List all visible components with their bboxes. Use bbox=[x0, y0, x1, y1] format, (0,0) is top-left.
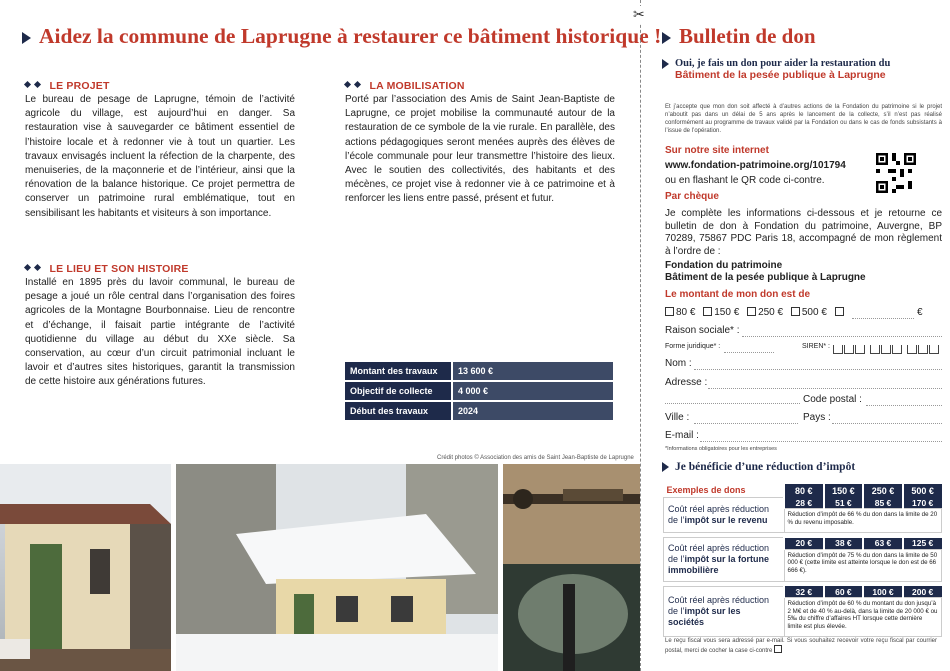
bulletin-title: Bulletin de don bbox=[662, 24, 816, 49]
photo-building-snow bbox=[176, 464, 498, 671]
tax-row-label: Coût réel après réduction de l’impôt sur la fortune immobilière bbox=[664, 538, 785, 582]
cheque-label: Par chèque bbox=[665, 191, 719, 202]
ville-field[interactable] bbox=[694, 423, 798, 424]
checkbox[interactable] bbox=[747, 307, 756, 316]
postal-receipt-checkbox[interactable] bbox=[774, 645, 782, 653]
tax-header-row: Exemples de dons 80 € 150 € 250 € 500 € bbox=[664, 484, 942, 497]
balance-photo-illustration bbox=[503, 464, 640, 671]
checkbox[interactable] bbox=[703, 307, 712, 316]
bulletin-subtitle: Oui, je fais un don pour aider la restauration du Bâtiment de la pesée publique à Laprugne bbox=[662, 58, 942, 81]
order-line-2: Bâtiment de la pesée publique à Laprugne bbox=[665, 272, 866, 283]
adresse-field[interactable] bbox=[708, 388, 942, 389]
mobilisation-text: Porté par l’association des Amis de Saint Jean-Baptiste de Laprugne, ce projet mobilise la communauté autour de la restauration de ce symbole de la vie rurale. En parallèle, des actions pédagogiques seront menées auprès des élèves de l’école communale pour leur transmettre l’histoire des lieux. Avec le soutien des collectivités, des habitants et des mécènes, ce projet vise à redonner vie à ce patrimoine et à renforcer les liens entre passé, présent et futur. bbox=[345, 94, 615, 205]
section-heading-lieu: LE LIEU ET SON HISTOIRE bbox=[25, 259, 189, 277]
montant-label: Le montant de mon don est de bbox=[665, 289, 811, 300]
forme-label: Forme juridique* : bbox=[665, 343, 721, 350]
section-heading-projet: LE PROJET bbox=[25, 76, 110, 94]
checkbox[interactable] bbox=[835, 307, 844, 316]
triangle-bullet-icon bbox=[662, 59, 669, 69]
amount-option-150[interactable]: 150 € bbox=[703, 307, 739, 318]
amount-option-80[interactable]: 80 € bbox=[665, 307, 695, 318]
pays-label: Pays : bbox=[803, 412, 831, 423]
raison-field[interactable] bbox=[742, 336, 942, 337]
ville-label: Ville : bbox=[665, 412, 690, 423]
tax-row-label: Coût réel après réduction de l’impôt sur les sociétés bbox=[664, 586, 785, 637]
code-label: Code postal : bbox=[803, 394, 862, 405]
snow-photo-illustration bbox=[176, 464, 498, 671]
lieu-text: Installé en 1895 près du lavoir communal, le bureau de pesage a joué un rôle central dans l’organisation des foires agricoles de la Montagne Bourbonnaise. Lieu de rencontre et d’échange, il faisait partie intégrante de l’activité quotidienne du village au début du XXe siècle. Sa conservation, au cœur d’un circuit patrimonial incluant le lavoir et d’autres sites historiques, garantit la transmission de cette histoire aux générations futures. bbox=[25, 277, 295, 388]
web-label: Sur notre site internet bbox=[665, 145, 769, 156]
qr-code-icon[interactable] bbox=[876, 153, 916, 193]
adresse-field-2[interactable] bbox=[665, 403, 800, 404]
section-heading-mobilisation: LA MOBILISATION bbox=[345, 76, 465, 94]
amount-option-250[interactable]: 250 € bbox=[747, 307, 783, 318]
code-field[interactable] bbox=[866, 405, 942, 406]
tax-row-desc: Réduction d’impôt de 60 % du montant du don jusqu’à 2 M€ et de 40 % au-delà, dans la limite de 20 000 € ou 5‰ du chiffre d’affaires HT lorsque cette dernière limite est plus élevée. bbox=[784, 598, 941, 637]
amount-option-other[interactable] bbox=[835, 307, 846, 318]
siren-label: SIREN* : bbox=[802, 343, 831, 350]
stats-row: Objectif de collecte 4 000 € bbox=[345, 381, 613, 401]
qr-instruction: ou en flashant le QR code ci-contre. bbox=[665, 175, 825, 186]
diamond-icon bbox=[344, 81, 351, 88]
order-line-1: Fondation du patrimoine bbox=[665, 260, 783, 271]
pays-field[interactable] bbox=[832, 423, 942, 424]
legal-notice: Et j’accepte que mon don soit affecté à d’autres actions de la Fondation du patrimoine si le projet n’aboutit pas dans un délai de 5 ans après le lancement de la collecte, s’il n’est pas réalisé conformément au programme de travaux validé par la Fondation ou dans le cas de fonds subsistants à l’issue de l’opération. bbox=[665, 104, 942, 134]
diamond-icon bbox=[34, 264, 41, 271]
siren-field[interactable] bbox=[832, 341, 939, 359]
footer-note: Le reçu fiscal vous sera adressé par e-mail. Si vous souhaitez recevoir votre reçu fiscal par courrier postal, merci de cocher la case ci-contre bbox=[665, 638, 937, 654]
diamond-icon bbox=[34, 81, 41, 88]
photo-building-front bbox=[0, 464, 171, 671]
reduction-title: Je bénéficie d’une réduction d’impôt bbox=[662, 461, 855, 473]
projet-text: Le bureau de pesage de Laprugne, témoin de l’activité agricole du village, est aujourd’hui en danger. Sa restauration vise à sauvegarder ce bâtiment essentiel de l’histoire locale et à redonner vie à tout un quartier. Les travaux envisagés incluent la réfection de la charpente, des menuiseries, de la maçonnerie et de l’intérieur, ainsi que la rénovation de la balance historique. Ce projet permettra de conserver un patrimoine rural emblématique, tout en sensibilisant les habitants et visiteurs à son importance. bbox=[25, 94, 295, 219]
cut-line bbox=[640, 0, 641, 671]
adresse-label: Adresse : bbox=[665, 377, 708, 388]
nom-field[interactable] bbox=[694, 369, 942, 370]
checkbox[interactable] bbox=[791, 307, 800, 316]
raison-label: Raison sociale* : bbox=[665, 325, 740, 336]
cheque-text: Je complète les informations ci-dessous et je retourne ce bulletin de don à Fondation du patrimoine, Auvergne, BP 70289, 75867 PDC Paris 18, accompagné de mon règlement à l’ordre de : bbox=[665, 208, 942, 257]
euro-sign: € bbox=[917, 307, 923, 318]
project-stats-table bbox=[345, 362, 613, 422]
donation-url[interactable]: www.fondation-patrimoine.org/101794 bbox=[665, 160, 846, 171]
diamond-icon bbox=[24, 81, 31, 88]
stats-row: Début des travaux 2024 bbox=[345, 401, 613, 421]
triangle-bullet-icon bbox=[662, 462, 669, 472]
diamond-icon bbox=[24, 264, 31, 271]
email-field[interactable] bbox=[700, 441, 942, 442]
tax-row-desc: Réduction d’impôt de 75 % du don dans la limite de 50 000 € (cette limite est atteinte lorsque le don est de 66 666 €). bbox=[784, 549, 941, 581]
checkbox[interactable] bbox=[665, 307, 674, 316]
photo-balance bbox=[503, 464, 640, 671]
stats-row: Montant des travaux 13 600 € bbox=[345, 362, 613, 381]
triangle-bullet-icon bbox=[22, 32, 31, 44]
tax-row-ifi: Coût réel après réduction de l’impôt sur la fortune immobilière 20 € 38 € 63 € 125 € bbox=[664, 538, 942, 550]
tax-row-is: Coût réel après réduction de l’impôt sur les sociétés 32 € 60 € 100 € 200 € bbox=[664, 586, 942, 598]
email-label: E-mail : bbox=[665, 430, 699, 441]
page-title: Aidez la commune de Laprugne à restaurer ce bâtiment historique ! bbox=[22, 24, 622, 49]
tax-row-desc: Réduction d’impôt de 66 % du don dans la limite de 20 % du revenu imposable. bbox=[784, 509, 941, 533]
scissors-icon: ✂ bbox=[633, 6, 645, 22]
nom-label: Nom : bbox=[665, 358, 692, 369]
required-note: *Informations obligatoires pour les entreprises bbox=[665, 446, 777, 452]
diamond-icon bbox=[354, 81, 361, 88]
forme-field[interactable] bbox=[724, 352, 774, 353]
triangle-bullet-icon bbox=[662, 32, 671, 44]
tax-row-label: Coût réel après réduction de l’impôt sur le revenu bbox=[664, 497, 785, 533]
photo-credit: Crédit photos © Association des amis de Saint Jean-Baptiste de Laprugne bbox=[437, 455, 634, 461]
building-photo-illustration bbox=[0, 464, 171, 671]
amount-option-500[interactable]: 500 € bbox=[791, 307, 827, 318]
other-amount-field[interactable] bbox=[852, 318, 914, 319]
tax-reduction-table bbox=[663, 484, 942, 637]
tax-row-ir: Coût réel après réduction de l’impôt sur le revenu 28 € 51 € 85 € 170 € bbox=[664, 497, 942, 509]
